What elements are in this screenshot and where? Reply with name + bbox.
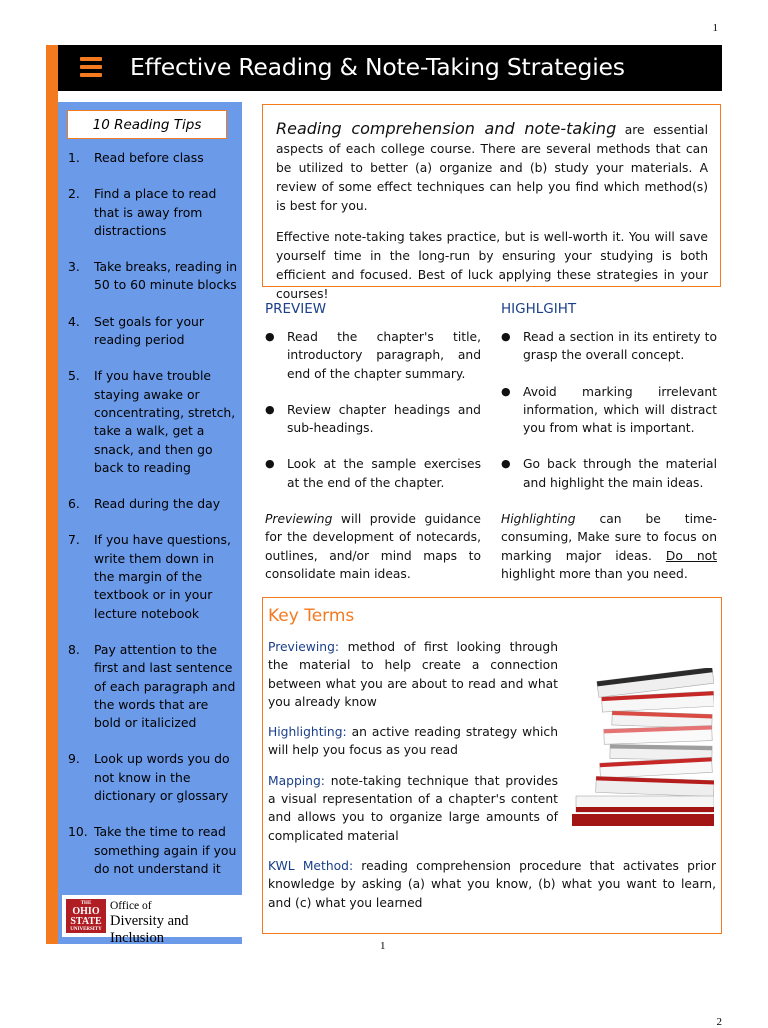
tips-title: 10 Reading Tips: [92, 117, 202, 133]
highlight-bullets: [501, 328, 717, 492]
preview-bullets: [265, 328, 481, 492]
bullet-icon: ●: [501, 384, 511, 398]
orange-accent-bar: [46, 45, 58, 944]
preview-section: [265, 300, 481, 583]
tip-item: 4. Set goals for your reading period: [68, 313, 204, 348]
reading-tips-list: [68, 149, 238, 878]
highlight-heading: HIGHLGIHT: [501, 301, 577, 317]
tip-item: 6. Read during the day: [68, 496, 221, 512]
tips-title-box: [67, 110, 227, 139]
title-banner: [58, 45, 722, 91]
menu-icon: [80, 57, 102, 77]
tip-item: 3. Take breaks, reading in 50 to 60 minute blocks: [68, 259, 238, 293]
intro-paragraph-2: Effective note-taking takes practice, but is well-worth it. You will save yourself time in the long-run by ensuring your studying is both efficient and focused. Best of luck applying these strategies in your courses!: [276, 230, 708, 301]
highlight-section: [501, 300, 717, 583]
term-previewing: Previewing: method of first looking through the material to help create a connection between what you are about to read and what you already know: [268, 640, 558, 709]
tip-item: 1. Read before class: [68, 150, 204, 165]
term-highlighting: Highlighting: an active reading strategy which will help you focus as you read: [268, 725, 558, 758]
bullet-icon: ●: [265, 330, 275, 343]
key-terms-heading: Key Terms: [268, 606, 355, 626]
page-title: Effective Reading & Note-Taking Strategies: [130, 53, 625, 81]
logo-text: Office of Diversity and Inclusion: [110, 900, 189, 946]
key-terms-box: [262, 597, 722, 934]
term-kwl-method: KWL Method: reading comprehension procedure that activates prior knowledge by asking (a) what you know, (b) what you want to learn, and (c) what you learned: [268, 858, 717, 910]
bullet-icon: ●: [265, 402, 275, 416]
tip-item: 7. If you have questions, write them down in the margin of the textbook or in your lecture notebook: [68, 532, 231, 621]
page-number-bottom: 2: [716, 1016, 722, 1028]
term-mapping: Mapping: note-taking technique that provides a visual representation of a chapter's content and allows you to organize large amounts of complicated material: [268, 773, 558, 843]
tip-item: 2. Find a place to read that is away from distractions: [68, 186, 217, 238]
book: [576, 796, 714, 812]
page-number-middle: 1: [380, 940, 386, 952]
intro-box: [262, 104, 721, 301]
preview-summary: Previewing will provide guidance for the development of notecards, outlines, and/or mind maps to consolidate main ideas.: [265, 512, 481, 581]
bullet-icon: ●: [501, 457, 511, 471]
university-logo: [62, 895, 242, 946]
bullet-icon: ●: [501, 330, 511, 343]
bullet-item: ● Avoid marking irrelevant information, which will distract you from what is important.: [501, 384, 717, 436]
tip-item: 5. If you have trouble staying awake or concentrating, stretch, take a walk, get a snack, and then go back to reading: [68, 368, 236, 475]
stack-of-books-image: [572, 668, 714, 828]
bullet-item: ● Go back through the material and highlight the main ideas.: [501, 457, 717, 490]
tip-item: 9. Look up words you do not know in the dictionary or glossary: [68, 751, 230, 804]
tip-item: 8. Pay attention to the first and last sentence of each paragraph and the words that are bold or italicized: [68, 641, 236, 731]
bullet-item: ● Read the chapter's title, introductory paragraph, and end of the chapter summary.: [265, 330, 481, 381]
tip-item: 10. Take the time to read something again if you do not understand it: [68, 824, 237, 876]
intro-paragraph-1: Reading comprehension and note-taking are essential aspects of each college course. There are several methods that can be utilized to better (a) organize and (b) study your materials. A review of some effect techniques can help you find which method(s) is best for you.: [276, 119, 709, 213]
bullet-icon: ●: [265, 457, 275, 471]
page-number-top: 1: [712, 22, 718, 34]
ohio-state-seal: THE OHIO STATE UNIVERSITY: [66, 899, 106, 933]
highlight-summary: Highlighting can be time-consuming, Make sure to focus on marking major ideas. Do not highlight more than you need.: [501, 512, 717, 581]
bullet-item: ● Look at the sample exercises at the end of the chapter.: [265, 457, 481, 490]
bullet-item: ● Read a section in its entirety to grasp the overall concept.: [501, 330, 717, 363]
preview-heading: PREVIEW: [265, 301, 327, 317]
bullet-item: ● Review chapter headings and sub-headings.: [265, 402, 481, 436]
